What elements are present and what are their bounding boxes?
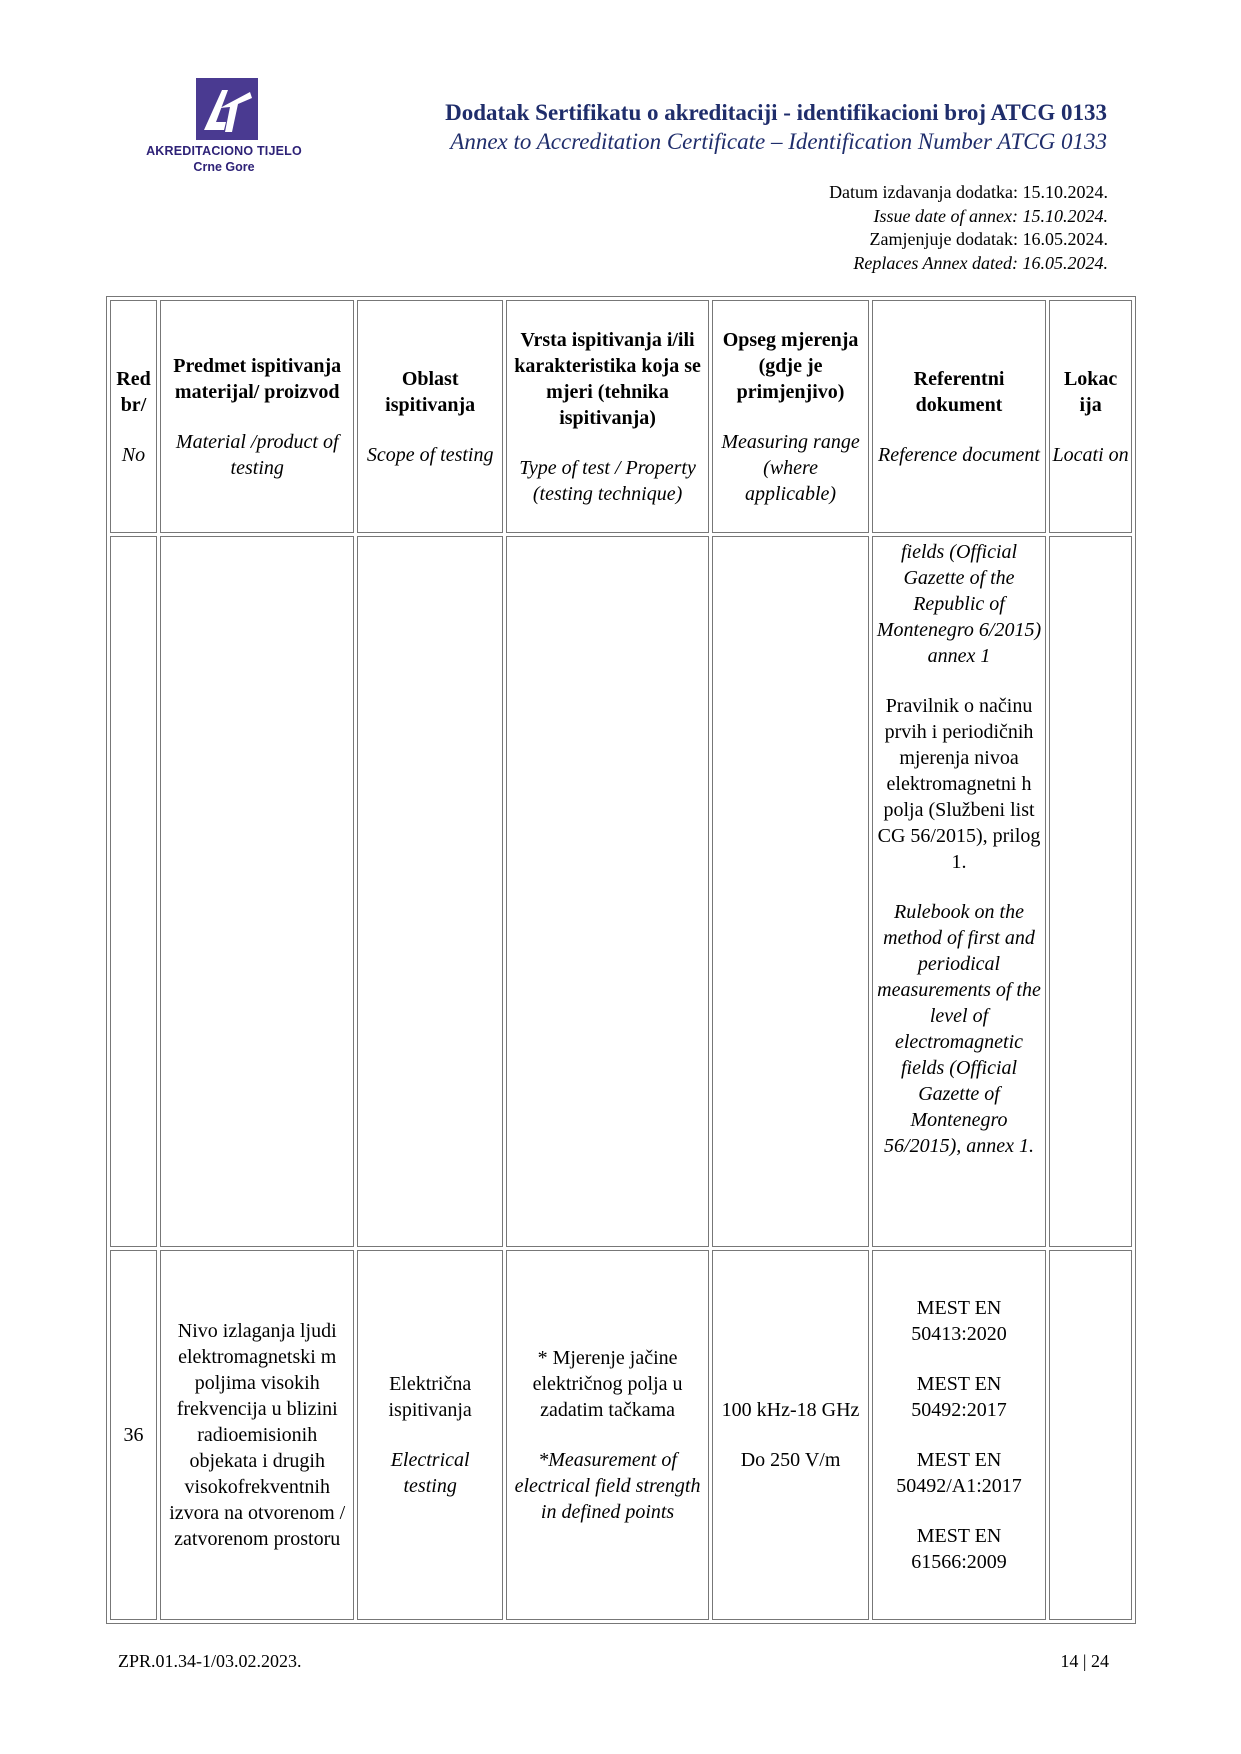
col-header-test-type: Vrsta ispitivanja i/ili karakteristika koja se mjeri (tehnika ispitivanja) Type of test / Property (testing technique): [506, 300, 709, 533]
table-row: [110, 1250, 1132, 1620]
cell-empty: [1049, 536, 1132, 1247]
cell-empty: [110, 536, 157, 1247]
col-header-no: Red br/ No: [110, 300, 157, 533]
reference-local-2: Pravilnik o načinu prvih i periodičnih mjerenja nivoa elektromagnetni h polja (Službeni list CG 56/2015), prilog 1.: [877, 695, 1041, 873]
cell-reference-continued: [872, 536, 1046, 1247]
issue-date-en: Issue date of annex: 15.10.2024.: [873, 205, 1108, 226]
col-header-scope: Oblast ispitivanja Scope of testing: [357, 300, 502, 533]
reference-item: MEST EN 50413:2020: [911, 1297, 1007, 1345]
reference-en-2: Rulebook on the method of first and periodical measurements of the level of electromagnetic fields (Official Gazette of Montenegro 56/2015), annex 1.: [877, 901, 1041, 1157]
replaces-date-en: Replaces Annex dated: 16.05.2024.: [853, 252, 1108, 273]
document-code: ZPR.01.34-1/03.02.2023.: [118, 1651, 302, 1671]
col-header-location: Lokac ija Locati on: [1049, 300, 1132, 533]
table-row-continued: [110, 536, 1132, 1247]
annex-title-en: Annex to Accreditation Certificate – Identification Number ATCG 0133: [450, 129, 1107, 154]
cell-scope: Električna ispitivanja Electrical testing: [357, 1250, 502, 1620]
logo-at-icon: [196, 78, 258, 140]
cell-range: 100 kHz-18 GHz Do 250 V/m: [712, 1250, 869, 1620]
reference-en-1: fields (Official Gazette of the Republic of Montenegro 6/2015) annex 1: [876, 541, 1042, 667]
cell-test-type: * Mjerenje jačine električnog polja u zadatim tačkama *Measurement of electrical field strength in defined points: [506, 1250, 709, 1620]
col-header-range: Opseg mjerenja (gdje je primjenjivo) Measuring range (where applicable): [712, 300, 869, 533]
reference-item: MEST EN 61566:2009: [911, 1525, 1007, 1573]
reference-item: MEST EN 50492:2017: [911, 1373, 1007, 1421]
col-header-reference: Referentni dokument Reference document: [872, 300, 1046, 533]
cell-empty: [712, 536, 869, 1247]
col-header-material: Predmet ispitivanja materijal/ proizvod Material /product of testing: [160, 300, 355, 533]
cell-location: [1049, 1250, 1132, 1620]
cell-material: Nivo izlaganja ljudi elektromagnetski m poljima visokih frekvencija u blizini radioemisionih objekata i drugih visokofrekventnih izvora na otvorenom / zatvorenom prostoru: [160, 1250, 355, 1620]
cell-no: 36: [110, 1250, 157, 1620]
table-header-row: [110, 300, 1132, 533]
cell-empty: [357, 536, 502, 1247]
issue-date: Datum izdavanja dodatka: 15.10.2024.: [829, 182, 1108, 202]
cell-empty: [506, 536, 709, 1247]
annex-dates: [829, 181, 1108, 275]
annex-title: Dodatak Sertifikatu o akreditaciji - identifikacioni broj ATCG 0133: [445, 100, 1107, 125]
cell-reference: [872, 1250, 1046, 1620]
logo: [124, 78, 324, 178]
cell-empty: [160, 536, 355, 1247]
page-number: 14 | 24: [1060, 1651, 1109, 1671]
logo-subname: Crne Gore: [193, 160, 255, 174]
reference-item: MEST EN 50492/A1:2017: [896, 1449, 1022, 1497]
accreditation-scope-table: [106, 296, 1136, 1624]
logo-name: AKREDITACIONO TIJELO: [146, 144, 302, 158]
replaces-date: Zamjenjuje dodatak: 16.05.2024.: [869, 229, 1108, 249]
